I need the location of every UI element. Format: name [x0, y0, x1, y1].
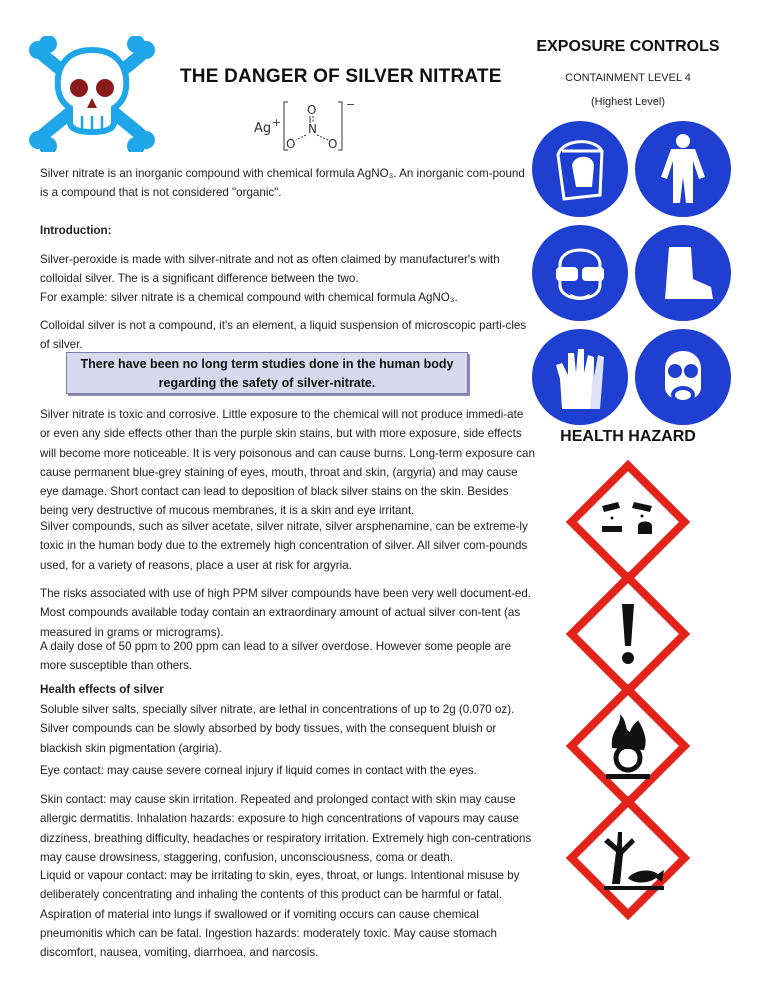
paragraph-soluble-salts: Soluble silver salts, specially silver nitrate, are lethal in concentrations of up to 2g (0.070 oz). Silver compounds can be slowly absorbed by body tissues, with the consequent bluish or blackish skin pigmentation (argiria).: [40, 703, 515, 755]
paragraph-skin-contact: Skin contact: may cause skin irritation. Repeated and prolonged contact with skin may cause allergic dermatitis. Inhalation hazards: exposure to high concentrations of vapours may cause dizziness, breathing difficulty, headaches or respiratory irritation. Extremely high con-centrations may cause drowsiness, staggering, confusion, unconsciousness, coma or death.: [40, 793, 532, 864]
formula-oxygen-right: O: [328, 137, 338, 151]
formula-anion-charge: −: [346, 98, 356, 111]
paragraph-silver-peroxide: Silver-peroxide is made with silver-nitrate and not as often claimed by manufacturer's with colloidal silver. The is a significant difference between the two.: [40, 253, 500, 286]
paragraph-example: For example: silver nitrate is a chemical compound with chemical formula AgNO₃.: [40, 291, 458, 304]
page-title: THE DANGER OF SILVER NITRATE: [180, 66, 502, 87]
introduction-heading: Introduction:: [40, 224, 112, 237]
paragraph-eye-contact: Eye contact: may cause severe corneal injury if liquid comes in contact with the eyes.: [40, 764, 477, 777]
paragraph-colloidal: Colloidal silver is not a compound, it's an element, a liquid suspension of microscopic parti-cles of silver.: [40, 319, 527, 352]
formula-nitrogen: N: [308, 122, 317, 136]
respirator-mask-icon: [635, 329, 731, 425]
formula-oxygen-left: O: [286, 137, 296, 151]
intro-paragraph: Silver nitrate is an inorganic compound with chemical formula AgNO₃. An inorganic com-pound is a compound that is not considered "organic".: [40, 167, 525, 200]
paragraph-compounds: Silver compounds, such as silver acetate, silver nitrate, silver arsphenamine, can be extreme-ly toxic in the human body due to the extremely high concentration of silver. All silver com-pounds used, for a variety of reasons, place a user at risk for argyria.: [40, 520, 528, 572]
level-note: (Highest Level): [591, 96, 665, 108]
health-effects-heading: Health effects of silver: [40, 683, 164, 696]
paragraph-daily-dose: A daily dose of 50 ppm to 200 ppm can lead to a silver overdose. However some people are more susceptible than others.: [40, 640, 512, 673]
formula-cation: Ag: [254, 121, 272, 136]
exposure-controls-title: EXPOSURE CONTROLS: [536, 38, 720, 55]
gloves-icon: [532, 329, 628, 425]
protective-suit-icon: [635, 121, 731, 217]
environmental-hazard-icon: [562, 792, 694, 924]
safety-goggles-icon: [532, 225, 628, 321]
warning-callout: There have been no long term studies done in the human body regarding the safety of silver-nitrate.: [66, 352, 468, 394]
containment-level: CONTAINMENT LEVEL 4: [565, 72, 691, 84]
paragraph-liquid-contact: Liquid or vapour contact: may be irritating to skin, eyes, throat, or lungs. Intentional misuse by deliberately concentrating and inhaling the contents of this product can be harmful or fatal. Aspiration of material into lungs if swallowed or if vomiting occurs can cause chemical pneumonitis which can be fatal. Ingestion hazards: moderately toxic. May cause stomach discomfort, nausea, vomiting, diarrhoea, and narcosis.: [40, 869, 520, 960]
formula-cation-charge: +: [272, 116, 282, 129]
paragraph-toxicity: Silver nitrate is toxic and corrosive. Little exposure to the chemical will not produce immedi-ate or even any side effects other than the purple skin stains, but with more exposure, side effects will become more noticeable. It is very poisonous and can cause burns. Long-term exposure can cause permanent blue-grey staining of eyes, mouth, throat and skin, (argyria) and may cause eye damage. Short contact can lead to deposition of black silver stains on the skin. Besides being very destructive of mucous membranes, it is a skin and eye irritant.: [40, 408, 535, 518]
skull-crossbones-icon: [28, 36, 156, 152]
health-hazard-title: HEALTH HAZARD: [560, 428, 696, 445]
nitrate-structure-diagram: [250, 98, 370, 154]
safety-boot-icon: [635, 225, 731, 321]
paragraph-risks: The risks associated with use of high PPM silver compounds have been very well document-ed. Most compounds available today contain an extraordinary amount of actual silver con-tent (as measured in grams or micrograms).: [40, 587, 532, 639]
face-shield-icon: [532, 121, 628, 217]
formula-oxygen-top: O: [307, 103, 317, 117]
